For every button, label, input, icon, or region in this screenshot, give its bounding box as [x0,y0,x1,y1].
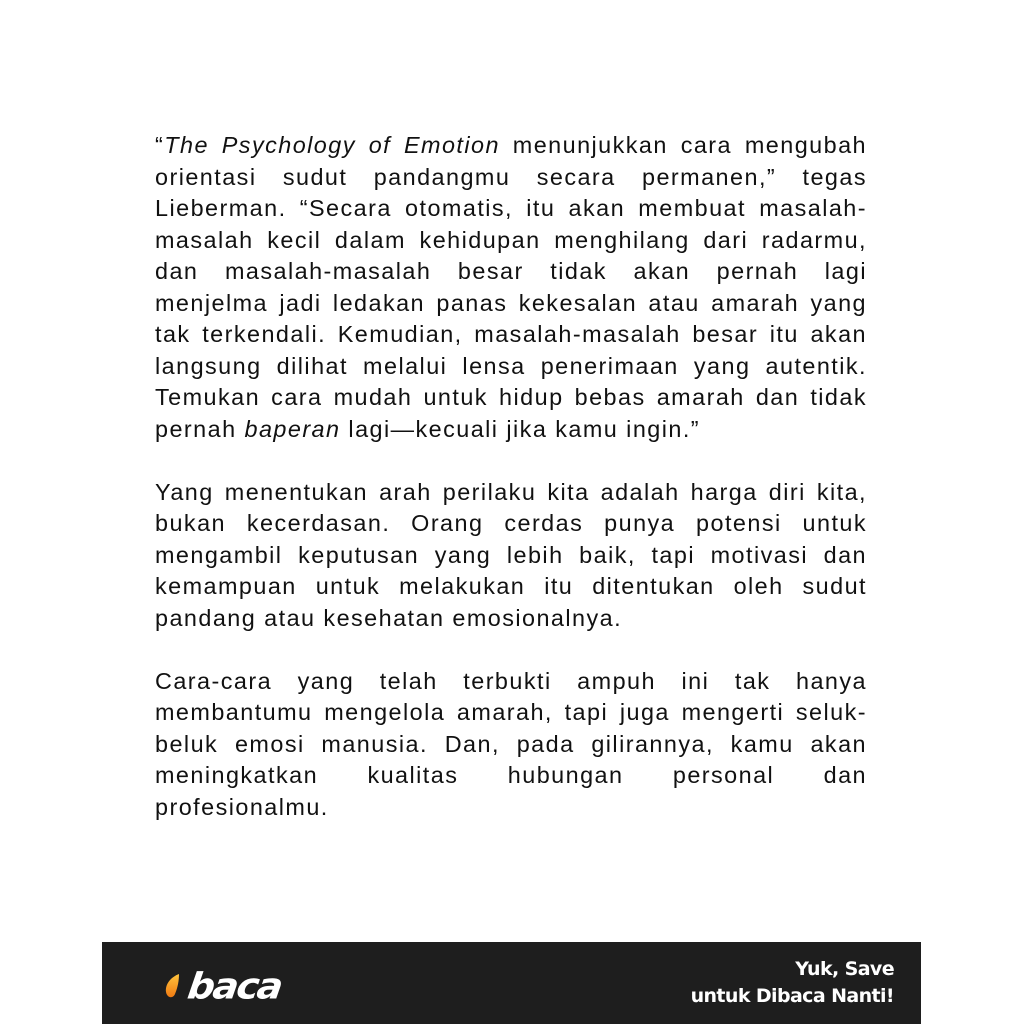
save-tagline [691,956,894,1010]
footer-banner [102,942,921,1024]
leaf-drop-icon [162,971,182,1001]
paragraph-3 [155,666,867,824]
tagline-line-1: Yuk, Save [795,958,894,980]
book-title-italic: The Psychology of Emotion [164,132,500,158]
text-segment: Cara-cara yang telah terbukti ampuh ini tak hanya membantumu mengelola amarah, tapi juga mengerti seluk-beluk emosi manusia. Dan, pada gilirannya, kamu akan meningkatkan kualitas hubungan personal dan profesionalmu. [155,667,867,820]
tagline-line-2: untuk Dibaca Nanti! [690,985,894,1007]
text-segment: “ [155,132,165,158]
italic-term: baperan [244,415,341,442]
text-segment: lagi—kecuali jika kamu ingin.” [340,415,701,442]
baca-logo[interactable] [162,965,284,1007]
text-segment: Yang menentukan arah perilaku kita adalah harga diri kita, bukan kecerdasan. Orang cerdas punya potensi untuk mengambil keputusan yang lebih baik, tapi motivasi dan kemampuan untuk melakukan itu ditentukan oleh sudut pandang atau kesehatan emosionalnya. [155,478,867,631]
paragraph-1 [155,130,867,445]
article-body [155,130,867,823]
text-segment: menunjukkan cara mengubah orientasi sudut pandangmu secara permanen,” tegas Lieberman. “Secara otomatis, itu akan membuat masalah- masalah kecil dalam kehidupan menghilang dari radarmu, dan masalah-masalah besar tidak akan pernah lagi menjelma jadi ledakan panas kekesalan atau amarah yang tak terkendali. Kemudian, masalah-masalah besar itu akan langsung dilihat melalui lensa penerimaan yang autentik. Temukan cara mudah untuk hidup bebas amarah dan tidak pernah [155,132,867,442]
logo-wordmark: baca [185,965,284,1007]
paragraph-2 [155,477,867,635]
